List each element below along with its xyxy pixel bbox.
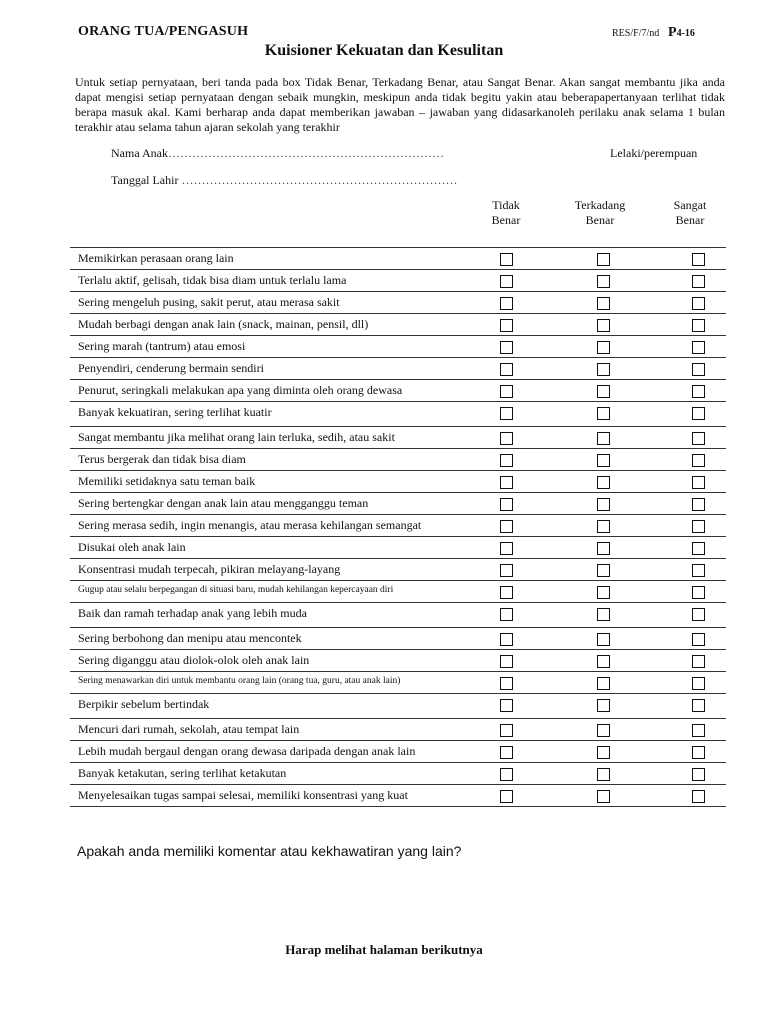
table-row: [70, 335, 726, 357]
table-row: [70, 602, 726, 627]
checkbox-certainly-true[interactable]: [692, 768, 705, 781]
question-text: Sering diganggu atau diolok-olok oleh anak lain: [78, 653, 310, 667]
question-text: Banyak kekuatiran, sering terlihat kuatir: [78, 405, 272, 419]
checkbox-not-true[interactable]: [500, 608, 513, 621]
respondent-label: ORANG TUA/PENGASUH: [78, 24, 249, 39]
dob-label: Tanggal Lahir: [111, 173, 179, 187]
checkbox-somewhat-true[interactable]: [597, 407, 610, 420]
checkbox-not-true[interactable]: [500, 385, 513, 398]
table-row: [70, 448, 726, 470]
checkbox-somewhat-true[interactable]: [597, 724, 610, 737]
checkbox-somewhat-true[interactable]: [597, 655, 610, 668]
checkbox-not-true[interactable]: [500, 363, 513, 376]
checkbox-somewhat-true[interactable]: [597, 385, 610, 398]
checkbox-somewhat-true[interactable]: [597, 432, 610, 445]
question-text: Memikirkan perasaan orang lain: [78, 251, 234, 265]
question-text: Sering menawarkan diri untuk membantu orang lain (orang tua, guru, atau anak lain): [78, 676, 401, 686]
checkbox-somewhat-true[interactable]: [597, 319, 610, 332]
question-text: Sering marah (tantrum) atau emosi: [78, 339, 246, 353]
next-page-note: Harap melihat halaman berikutnya: [285, 942, 483, 957]
checkbox-not-true[interactable]: [500, 498, 513, 511]
checkbox-certainly-true[interactable]: [692, 520, 705, 533]
table-row: [70, 426, 726, 448]
checkbox-not-true[interactable]: [500, 542, 513, 555]
table-row: [70, 627, 726, 649]
question-text: Disukai oleh anak lain: [78, 540, 186, 554]
checkbox-not-true[interactable]: [500, 633, 513, 646]
checkbox-not-true[interactable]: [500, 746, 513, 759]
checkbox-not-true[interactable]: [500, 476, 513, 489]
checkbox-not-true[interactable]: [500, 520, 513, 533]
name-label: Nama Anak: [111, 146, 168, 160]
checkbox-somewhat-true[interactable]: [597, 520, 610, 533]
question-text: Banyak ketakutan, sering terlihat ketakutan: [78, 766, 287, 780]
question-text: Menyelesaikan tugas sampai selesai, memiliki konsentrasi yang kuat: [78, 788, 408, 802]
question-text: Sangat membantu jika melihat orang lain terluka, sedih, atau sakit: [78, 430, 395, 444]
question-text: Sering mengeluh pusing, sakit perut, atau merasa sakit: [78, 295, 340, 309]
checkbox-certainly-true[interactable]: [692, 385, 705, 398]
checkbox-not-true[interactable]: [500, 432, 513, 445]
checkbox-certainly-true[interactable]: [692, 476, 705, 489]
question-text: Baik dan ramah terhadap anak yang lebih muda: [78, 606, 307, 620]
question-text: Gugup atau selalu berpegangan di situasi baru, mudah kehilangan kepercayaan diri: [78, 585, 394, 595]
question-text: Konsentrasi mudah terpecah, pikiran melayang-layang: [78, 562, 341, 576]
dob-dots: ……………………………………………………………: [181, 173, 458, 187]
table-row: [70, 784, 726, 807]
table-row: [70, 379, 726, 401]
checkbox-certainly-true[interactable]: [692, 253, 705, 266]
checkbox-somewhat-true[interactable]: [597, 790, 610, 803]
checkbox-somewhat-true[interactable]: [597, 476, 610, 489]
checkbox-somewhat-true[interactable]: [597, 498, 610, 511]
checkbox-somewhat-true[interactable]: [597, 699, 610, 712]
table-row: [70, 671, 726, 693]
table-row: [70, 247, 726, 269]
page-code: P4-16: [668, 25, 695, 40]
checkbox-certainly-true[interactable]: [692, 790, 705, 803]
table-row: [70, 558, 726, 580]
checkbox-certainly-true[interactable]: [692, 564, 705, 577]
checkbox-not-true[interactable]: [500, 319, 513, 332]
checkbox-somewhat-true[interactable]: [597, 608, 610, 621]
question-text: Terlalu aktif, gelisah, tidak bisa diam untuk terlalu lama: [78, 273, 347, 287]
checkbox-certainly-true[interactable]: [692, 655, 705, 668]
checkbox-certainly-true[interactable]: [692, 542, 705, 555]
checkbox-not-true[interactable]: [500, 275, 513, 288]
table-row: [70, 514, 726, 536]
table-row: [70, 580, 726, 602]
comment-prompt: Apakah anda memiliki komentar atau kekhawatiran yang lain?: [77, 843, 462, 859]
table-row: [70, 401, 726, 426]
checkbox-certainly-true[interactable]: [692, 275, 705, 288]
question-text: Memiliki setidaknya satu teman baik: [78, 474, 256, 488]
question-text: Mencuri dari rumah, sekolah, atau tempat lain: [78, 722, 300, 736]
checkbox-not-true[interactable]: [500, 699, 513, 712]
checkbox-certainly-true[interactable]: [692, 297, 705, 310]
checkbox-not-true[interactable]: [500, 586, 513, 599]
checkbox-not-true[interactable]: [500, 655, 513, 668]
table-row: [70, 291, 726, 313]
dob-field[interactable]: [111, 173, 457, 188]
table-row: [70, 740, 726, 762]
checkbox-certainly-true[interactable]: [692, 432, 705, 445]
checkbox-not-true[interactable]: [500, 564, 513, 577]
checkbox-somewhat-true[interactable]: [597, 341, 610, 354]
question-text: Sering berbohong dan menipu atau mencontek: [78, 631, 302, 645]
name-dots: ……………………………………………………………: [167, 146, 444, 160]
checkbox-not-true[interactable]: [500, 790, 513, 803]
checkbox-certainly-true[interactable]: [692, 498, 705, 511]
table-row: [70, 313, 726, 335]
checkbox-not-true[interactable]: [500, 297, 513, 310]
checkbox-somewhat-true[interactable]: [597, 564, 610, 577]
table-row: [70, 693, 726, 718]
column-header-somewhat-true: Terkadang Benar: [574, 198, 626, 227]
checkbox-somewhat-true[interactable]: [597, 253, 610, 266]
column-header-certainly-true: Sangat Benar: [673, 198, 707, 227]
checkbox-not-true[interactable]: [500, 341, 513, 354]
table-row: [70, 357, 726, 379]
checkbox-somewhat-true[interactable]: [597, 454, 610, 467]
checkbox-certainly-true[interactable]: [692, 454, 705, 467]
checkbox-certainly-true[interactable]: [692, 319, 705, 332]
checkbox-certainly-true[interactable]: [692, 699, 705, 712]
checkbox-certainly-true[interactable]: [692, 407, 705, 420]
page-title: Kuisioner Kekuatan dan Kesulitan: [264, 42, 504, 59]
questionnaire-table: [70, 247, 726, 807]
question-text: Sering merasa sedih, ingin menangis, atau merasa kehilangan semangat: [78, 518, 422, 532]
checkbox-certainly-true[interactable]: [692, 724, 705, 737]
table-row: [70, 762, 726, 784]
table-row: [70, 470, 726, 492]
checkbox-certainly-true[interactable]: [692, 633, 705, 646]
checkbox-certainly-true[interactable]: [692, 746, 705, 759]
table-row: [70, 492, 726, 514]
checkbox-somewhat-true[interactable]: [597, 542, 610, 555]
checkbox-not-true[interactable]: [500, 768, 513, 781]
checkbox-not-true[interactable]: [500, 454, 513, 467]
checkbox-somewhat-true[interactable]: [597, 586, 610, 599]
checkbox-certainly-true[interactable]: [692, 363, 705, 376]
checkbox-somewhat-true[interactable]: [597, 768, 610, 781]
question-text: Penyendiri, cenderung bermain sendiri: [78, 361, 264, 375]
form-code: RES/F/7/nd: [612, 28, 660, 39]
question-text: Berpikir sebelum bertindak: [78, 697, 210, 711]
checkbox-not-true[interactable]: [500, 253, 513, 266]
question-text: Terus bergerak dan tidak bisa diam: [78, 452, 246, 466]
name-field[interactable]: [111, 146, 444, 161]
checkbox-certainly-true[interactable]: [692, 677, 705, 690]
gender-option[interactable]: Lelaki/perempuan: [610, 146, 698, 160]
checkbox-certainly-true[interactable]: [692, 586, 705, 599]
checkbox-somewhat-true[interactable]: [597, 275, 610, 288]
checkbox-somewhat-true[interactable]: [597, 363, 610, 376]
table-row: [70, 649, 726, 671]
checkbox-not-true[interactable]: [500, 677, 513, 690]
question-text: Lebih mudah bergaul dengan orang dewasa daripada dengan anak lain: [78, 744, 416, 758]
checkbox-somewhat-true[interactable]: [597, 746, 610, 759]
table-row: [70, 536, 726, 558]
checkbox-somewhat-true[interactable]: [597, 633, 610, 646]
checkbox-certainly-true[interactable]: [692, 341, 705, 354]
column-header-not-true: Tidak Benar: [491, 198, 521, 227]
checkbox-somewhat-true[interactable]: [597, 677, 610, 690]
question-text: Mudah berbagi dengan anak lain (snack, mainan, pensil, dll): [78, 317, 369, 331]
table-row: [70, 269, 726, 291]
table-row: [70, 718, 726, 740]
checkbox-not-true[interactable]: [500, 724, 513, 737]
checkbox-somewhat-true[interactable]: [597, 297, 610, 310]
checkbox-certainly-true[interactable]: [692, 608, 705, 621]
question-text: Penurut, seringkali melakukan apa yang diminta oleh orang dewasa: [78, 383, 403, 397]
checkbox-not-true[interactable]: [500, 407, 513, 420]
question-text: Sering bertengkar dengan anak lain atau mengganggu teman: [78, 496, 369, 510]
instructions: Untuk setiap pernyataan, beri tanda pada box Tidak Benar, Terkadang Benar, atau Sangat Benar. Akan sangat membantu jika anda dapat mengisi setiap pernyataan dengan sebaik mungkin, meskipun anda tidak begitu yakin atau beberapapertanyaan terlihat tidak berapa masuk akal. Kami berharap anda dapat memberikan jawaban – jawaban yang didasarkanoleh perilaku anak selama 1 bulan terakhir atau selama tahun ajaran sekolah yang terakhir: [75, 75, 725, 134]
